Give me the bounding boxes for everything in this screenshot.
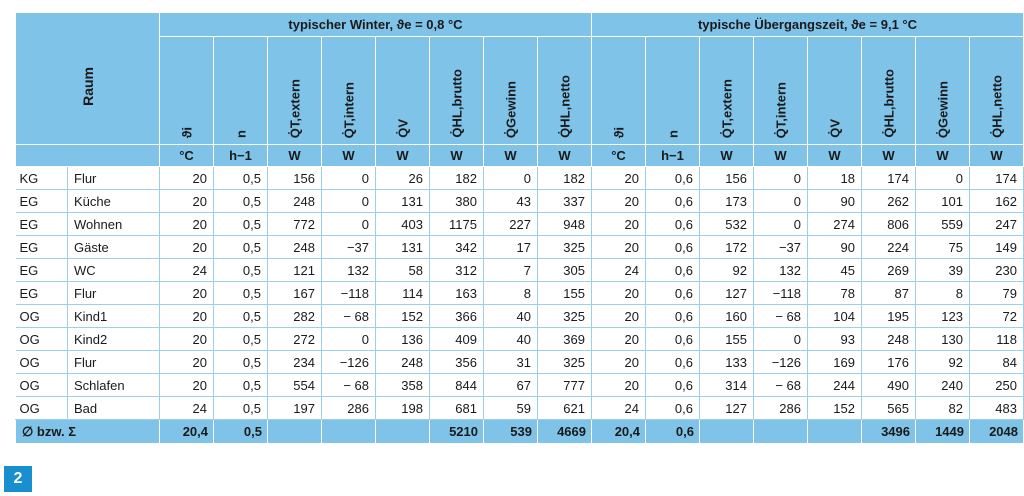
value-cell: 681 bbox=[430, 397, 484, 420]
value-cell: 131 bbox=[376, 190, 430, 213]
value-cell: − 68 bbox=[322, 305, 376, 328]
table-row bbox=[16, 397, 1024, 420]
value-cell: 182 bbox=[430, 167, 484, 190]
summary-cell: 3496 bbox=[862, 420, 916, 444]
value-cell: 160 bbox=[700, 305, 754, 328]
value-cell: 87 bbox=[862, 282, 916, 305]
value-cell: 269 bbox=[862, 259, 916, 282]
summary-cell bbox=[268, 420, 322, 444]
value-cell: 0,5 bbox=[214, 282, 268, 305]
value-cell: 0 bbox=[916, 167, 970, 190]
col-q-t-extern: Q̇T,extern bbox=[268, 37, 322, 145]
col-theta-i: ϑi bbox=[160, 37, 214, 145]
value-cell: 0,5 bbox=[214, 213, 268, 236]
value-cell: 0,6 bbox=[646, 190, 700, 213]
value-cell: 198 bbox=[376, 397, 430, 420]
value-cell: 123 bbox=[916, 305, 970, 328]
value-cell: 0,6 bbox=[646, 397, 700, 420]
value-cell: 358 bbox=[376, 374, 430, 397]
value-cell: 806 bbox=[862, 213, 916, 236]
value-cell: 79 bbox=[970, 282, 1024, 305]
value-cell: 0,5 bbox=[214, 374, 268, 397]
value-cell: 565 bbox=[862, 397, 916, 420]
col-q-t-intern-2: Q̇T,intern bbox=[754, 37, 808, 145]
value-cell: 174 bbox=[862, 167, 916, 190]
summary-label: ∅ bzw. Σ bbox=[16, 420, 160, 444]
value-cell: 20 bbox=[592, 213, 646, 236]
room-cell: Kind1 bbox=[68, 305, 160, 328]
value-cell: 325 bbox=[538, 305, 592, 328]
value-cell: 286 bbox=[322, 397, 376, 420]
value-cell: 40 bbox=[484, 305, 538, 328]
unit-cell: h−1 bbox=[646, 145, 700, 167]
room-cell: Schlafen bbox=[68, 374, 160, 397]
group-winter: typischer Winter, ϑe = 0,8 °C bbox=[160, 13, 592, 37]
col-q-hl-netto-2: Q̇HL,netto bbox=[970, 37, 1024, 145]
value-cell: 133 bbox=[700, 351, 754, 374]
summary-cell bbox=[808, 420, 862, 444]
value-cell: 369 bbox=[538, 328, 592, 351]
value-cell: 20 bbox=[592, 167, 646, 190]
summary-cell: 20,4 bbox=[160, 420, 214, 444]
col-q-hl-netto: Q̇HL,netto bbox=[538, 37, 592, 145]
value-cell: 0 bbox=[322, 328, 376, 351]
value-cell: 20 bbox=[160, 328, 214, 351]
value-cell: 173 bbox=[700, 190, 754, 213]
col-q-hl-brutto-2: Q̇HL,brutto bbox=[862, 37, 916, 145]
summary-cell: 2048 bbox=[970, 420, 1024, 444]
value-cell: 403 bbox=[376, 213, 430, 236]
raum-header bbox=[16, 13, 160, 145]
col-theta-i-2: ϑi bbox=[592, 37, 646, 145]
value-cell: 90 bbox=[808, 236, 862, 259]
value-cell: 156 bbox=[268, 167, 322, 190]
col-n: n bbox=[214, 37, 268, 145]
col-q-gewinn-2: Q̇Gewinn bbox=[916, 37, 970, 145]
value-cell: 31 bbox=[484, 351, 538, 374]
value-cell: 844 bbox=[430, 374, 484, 397]
value-cell: 136 bbox=[376, 328, 430, 351]
value-cell: 224 bbox=[862, 236, 916, 259]
table-body bbox=[16, 167, 1024, 420]
value-cell: 0,5 bbox=[214, 190, 268, 213]
unit-cell: W bbox=[538, 145, 592, 167]
value-cell: 0,6 bbox=[646, 259, 700, 282]
value-cell: 0,5 bbox=[214, 259, 268, 282]
col-q-t-intern: Q̇T,intern bbox=[322, 37, 376, 145]
unit-blank bbox=[16, 145, 160, 167]
room-cell: Flur bbox=[68, 282, 160, 305]
room-cell: Flur bbox=[68, 351, 160, 374]
value-cell: 20 bbox=[160, 167, 214, 190]
floor-cell: EG bbox=[16, 282, 68, 305]
unit-cell: W bbox=[268, 145, 322, 167]
summary-cell: 4669 bbox=[538, 420, 592, 444]
value-cell: 272 bbox=[268, 328, 322, 351]
value-cell: 90 bbox=[808, 190, 862, 213]
unit-cell: W bbox=[970, 145, 1024, 167]
value-cell: 26 bbox=[376, 167, 430, 190]
value-cell: 176 bbox=[862, 351, 916, 374]
summary-cell bbox=[754, 420, 808, 444]
col-q-v: Q̇V bbox=[376, 37, 430, 145]
value-cell: 59 bbox=[484, 397, 538, 420]
unit-cell: W bbox=[484, 145, 538, 167]
value-cell: 24 bbox=[592, 397, 646, 420]
unit-cell: °C bbox=[160, 145, 214, 167]
value-cell: 948 bbox=[538, 213, 592, 236]
value-cell: 244 bbox=[808, 374, 862, 397]
value-cell: 114 bbox=[376, 282, 430, 305]
value-cell: 20 bbox=[160, 213, 214, 236]
value-cell: 0,6 bbox=[646, 167, 700, 190]
value-cell: 248 bbox=[268, 190, 322, 213]
floor-cell: OG bbox=[16, 328, 68, 351]
value-cell: 0,6 bbox=[646, 282, 700, 305]
table-row bbox=[16, 236, 1024, 259]
value-cell: −118 bbox=[754, 282, 808, 305]
value-cell: 20 bbox=[592, 328, 646, 351]
table-row bbox=[16, 351, 1024, 374]
value-cell: 8 bbox=[484, 282, 538, 305]
value-cell: 250 bbox=[970, 374, 1024, 397]
summary-row bbox=[16, 420, 1024, 444]
value-cell: 342 bbox=[430, 236, 484, 259]
value-cell: 1175 bbox=[430, 213, 484, 236]
value-cell: 197 bbox=[268, 397, 322, 420]
unit-cell: W bbox=[754, 145, 808, 167]
value-cell: 314 bbox=[700, 374, 754, 397]
value-cell: 20 bbox=[160, 374, 214, 397]
value-cell: 39 bbox=[916, 259, 970, 282]
value-cell: 0,5 bbox=[214, 351, 268, 374]
value-cell: 0 bbox=[322, 167, 376, 190]
value-cell: 75 bbox=[916, 236, 970, 259]
value-cell: 24 bbox=[592, 259, 646, 282]
room-cell: Wohnen bbox=[68, 213, 160, 236]
value-cell: 20 bbox=[160, 305, 214, 328]
table-row bbox=[16, 374, 1024, 397]
value-cell: −37 bbox=[322, 236, 376, 259]
value-cell: 20 bbox=[592, 374, 646, 397]
value-cell: 337 bbox=[538, 190, 592, 213]
value-cell: 0,6 bbox=[646, 305, 700, 328]
value-cell: 0 bbox=[754, 213, 808, 236]
value-cell: 78 bbox=[808, 282, 862, 305]
raum-label: Raum bbox=[79, 67, 96, 106]
room-cell: Küche bbox=[68, 190, 160, 213]
value-cell: 248 bbox=[376, 351, 430, 374]
summary-cell bbox=[322, 420, 376, 444]
value-cell: − 68 bbox=[754, 374, 808, 397]
value-cell: 777 bbox=[538, 374, 592, 397]
value-cell: 156 bbox=[700, 167, 754, 190]
unit-cell: W bbox=[376, 145, 430, 167]
value-cell: − 68 bbox=[322, 374, 376, 397]
value-cell: 92 bbox=[700, 259, 754, 282]
value-cell: 409 bbox=[430, 328, 484, 351]
value-cell: 18 bbox=[808, 167, 862, 190]
value-cell: 93 bbox=[808, 328, 862, 351]
value-cell: 286 bbox=[754, 397, 808, 420]
value-cell: 169 bbox=[808, 351, 862, 374]
summary-cell bbox=[376, 420, 430, 444]
unit-cell: °C bbox=[592, 145, 646, 167]
value-cell: 0,5 bbox=[214, 236, 268, 259]
value-cell: 152 bbox=[376, 305, 430, 328]
value-cell: 7 bbox=[484, 259, 538, 282]
value-cell: 0 bbox=[754, 167, 808, 190]
floor-cell: OG bbox=[16, 397, 68, 420]
floor-cell: OG bbox=[16, 351, 68, 374]
unit-cell: W bbox=[430, 145, 484, 167]
value-cell: 0,5 bbox=[214, 167, 268, 190]
value-cell: 20 bbox=[592, 190, 646, 213]
value-cell: 248 bbox=[268, 236, 322, 259]
value-cell: 20 bbox=[160, 236, 214, 259]
value-cell: 92 bbox=[916, 351, 970, 374]
value-cell: 772 bbox=[268, 213, 322, 236]
value-cell: 130 bbox=[916, 328, 970, 351]
value-cell: 0,6 bbox=[646, 351, 700, 374]
summary-cell: 5210 bbox=[430, 420, 484, 444]
room-cell: WC bbox=[68, 259, 160, 282]
value-cell: 20 bbox=[160, 282, 214, 305]
value-cell: 20 bbox=[592, 236, 646, 259]
summary-cell: 0,6 bbox=[646, 420, 700, 444]
value-cell: −37 bbox=[754, 236, 808, 259]
value-cell: 621 bbox=[538, 397, 592, 420]
value-cell: 483 bbox=[970, 397, 1024, 420]
value-cell: 274 bbox=[808, 213, 862, 236]
value-cell: − 68 bbox=[754, 305, 808, 328]
value-cell: 0 bbox=[484, 167, 538, 190]
col-n-2: n bbox=[646, 37, 700, 145]
value-cell: 230 bbox=[970, 259, 1024, 282]
value-cell: 20 bbox=[592, 351, 646, 374]
value-cell: 262 bbox=[862, 190, 916, 213]
group-transition: typische Übergangszeit, ϑe = 9,1 °C bbox=[592, 13, 1024, 37]
floor-cell: KG bbox=[16, 167, 68, 190]
group-header-row bbox=[16, 13, 1024, 37]
value-cell: 0,5 bbox=[214, 305, 268, 328]
value-cell: 155 bbox=[700, 328, 754, 351]
figure-number-badge: 2 bbox=[4, 466, 32, 492]
unit-cell: h−1 bbox=[214, 145, 268, 167]
value-cell: 195 bbox=[862, 305, 916, 328]
value-cell: 24 bbox=[160, 259, 214, 282]
value-cell: 182 bbox=[538, 167, 592, 190]
value-cell: 380 bbox=[430, 190, 484, 213]
value-cell: 0 bbox=[754, 328, 808, 351]
value-cell: 155 bbox=[538, 282, 592, 305]
value-cell: 0,6 bbox=[646, 213, 700, 236]
value-cell: 0 bbox=[322, 190, 376, 213]
value-cell: 104 bbox=[808, 305, 862, 328]
value-cell: 325 bbox=[538, 236, 592, 259]
col-q-v-2: Q̇V bbox=[808, 37, 862, 145]
value-cell: 24 bbox=[160, 397, 214, 420]
room-cell: Gäste bbox=[68, 236, 160, 259]
col-q-t-extern-2: Q̇T,extern bbox=[700, 37, 754, 145]
table-row bbox=[16, 213, 1024, 236]
value-cell: 20 bbox=[160, 351, 214, 374]
unit-row bbox=[16, 145, 1024, 167]
value-cell: 167 bbox=[268, 282, 322, 305]
summary-cell: 1449 bbox=[916, 420, 970, 444]
table-row bbox=[16, 259, 1024, 282]
value-cell: 366 bbox=[430, 305, 484, 328]
floor-cell: EG bbox=[16, 190, 68, 213]
value-cell: 559 bbox=[916, 213, 970, 236]
value-cell: 20 bbox=[592, 282, 646, 305]
table-row bbox=[16, 167, 1024, 190]
value-cell: 131 bbox=[376, 236, 430, 259]
value-cell: 247 bbox=[970, 213, 1024, 236]
value-cell: 132 bbox=[754, 259, 808, 282]
floor-cell: OG bbox=[16, 374, 68, 397]
floor-cell: EG bbox=[16, 236, 68, 259]
heat-load-table bbox=[15, 12, 1024, 444]
summary-cell: 0,5 bbox=[214, 420, 268, 444]
unit-cell: W bbox=[322, 145, 376, 167]
value-cell: 0,6 bbox=[646, 328, 700, 351]
value-cell: 172 bbox=[700, 236, 754, 259]
value-cell: 305 bbox=[538, 259, 592, 282]
floor-cell: EG bbox=[16, 213, 68, 236]
value-cell: 532 bbox=[700, 213, 754, 236]
value-cell: 101 bbox=[916, 190, 970, 213]
room-cell: Bad bbox=[68, 397, 160, 420]
value-cell: 248 bbox=[862, 328, 916, 351]
value-cell: 8 bbox=[916, 282, 970, 305]
value-cell: 132 bbox=[322, 259, 376, 282]
value-cell: −126 bbox=[754, 351, 808, 374]
value-cell: 0 bbox=[754, 190, 808, 213]
value-cell: 234 bbox=[268, 351, 322, 374]
value-cell: −118 bbox=[322, 282, 376, 305]
value-cell: 127 bbox=[700, 397, 754, 420]
table-row bbox=[16, 305, 1024, 328]
unit-cell: W bbox=[700, 145, 754, 167]
summary-cell: 539 bbox=[484, 420, 538, 444]
room-cell: Flur bbox=[68, 167, 160, 190]
value-cell: 58 bbox=[376, 259, 430, 282]
value-cell: 0,5 bbox=[214, 328, 268, 351]
value-cell: 0,6 bbox=[646, 374, 700, 397]
value-cell: 227 bbox=[484, 213, 538, 236]
table-row bbox=[16, 328, 1024, 351]
value-cell: 45 bbox=[808, 259, 862, 282]
summary-cell bbox=[700, 420, 754, 444]
table-row bbox=[16, 190, 1024, 213]
value-cell: 554 bbox=[268, 374, 322, 397]
floor-cell: OG bbox=[16, 305, 68, 328]
summary-cell: 20,4 bbox=[592, 420, 646, 444]
value-cell: 325 bbox=[538, 351, 592, 374]
value-cell: 0,5 bbox=[214, 397, 268, 420]
value-cell: 162 bbox=[970, 190, 1024, 213]
value-cell: 174 bbox=[970, 167, 1024, 190]
value-cell: 72 bbox=[970, 305, 1024, 328]
value-cell: 356 bbox=[430, 351, 484, 374]
value-cell: 312 bbox=[430, 259, 484, 282]
value-cell: 490 bbox=[862, 374, 916, 397]
value-cell: 0 bbox=[322, 213, 376, 236]
room-cell: Kind2 bbox=[68, 328, 160, 351]
value-cell: 67 bbox=[484, 374, 538, 397]
column-header-row bbox=[16, 37, 1024, 145]
value-cell: 20 bbox=[592, 305, 646, 328]
unit-cell: W bbox=[862, 145, 916, 167]
value-cell: 149 bbox=[970, 236, 1024, 259]
unit-cell: W bbox=[808, 145, 862, 167]
table-row bbox=[16, 282, 1024, 305]
value-cell: 282 bbox=[268, 305, 322, 328]
value-cell: 127 bbox=[700, 282, 754, 305]
value-cell: 17 bbox=[484, 236, 538, 259]
value-cell: 118 bbox=[970, 328, 1024, 351]
value-cell: 84 bbox=[970, 351, 1024, 374]
value-cell: 121 bbox=[268, 259, 322, 282]
value-cell: −126 bbox=[322, 351, 376, 374]
floor-cell: EG bbox=[16, 259, 68, 282]
value-cell: 0,6 bbox=[646, 236, 700, 259]
unit-cell: W bbox=[916, 145, 970, 167]
value-cell: 163 bbox=[430, 282, 484, 305]
col-q-gewinn: Q̇Gewinn bbox=[484, 37, 538, 145]
col-q-hl-brutto: Q̇HL,brutto bbox=[430, 37, 484, 145]
value-cell: 82 bbox=[916, 397, 970, 420]
value-cell: 43 bbox=[484, 190, 538, 213]
value-cell: 152 bbox=[808, 397, 862, 420]
value-cell: 40 bbox=[484, 328, 538, 351]
value-cell: 240 bbox=[916, 374, 970, 397]
value-cell: 20 bbox=[160, 190, 214, 213]
